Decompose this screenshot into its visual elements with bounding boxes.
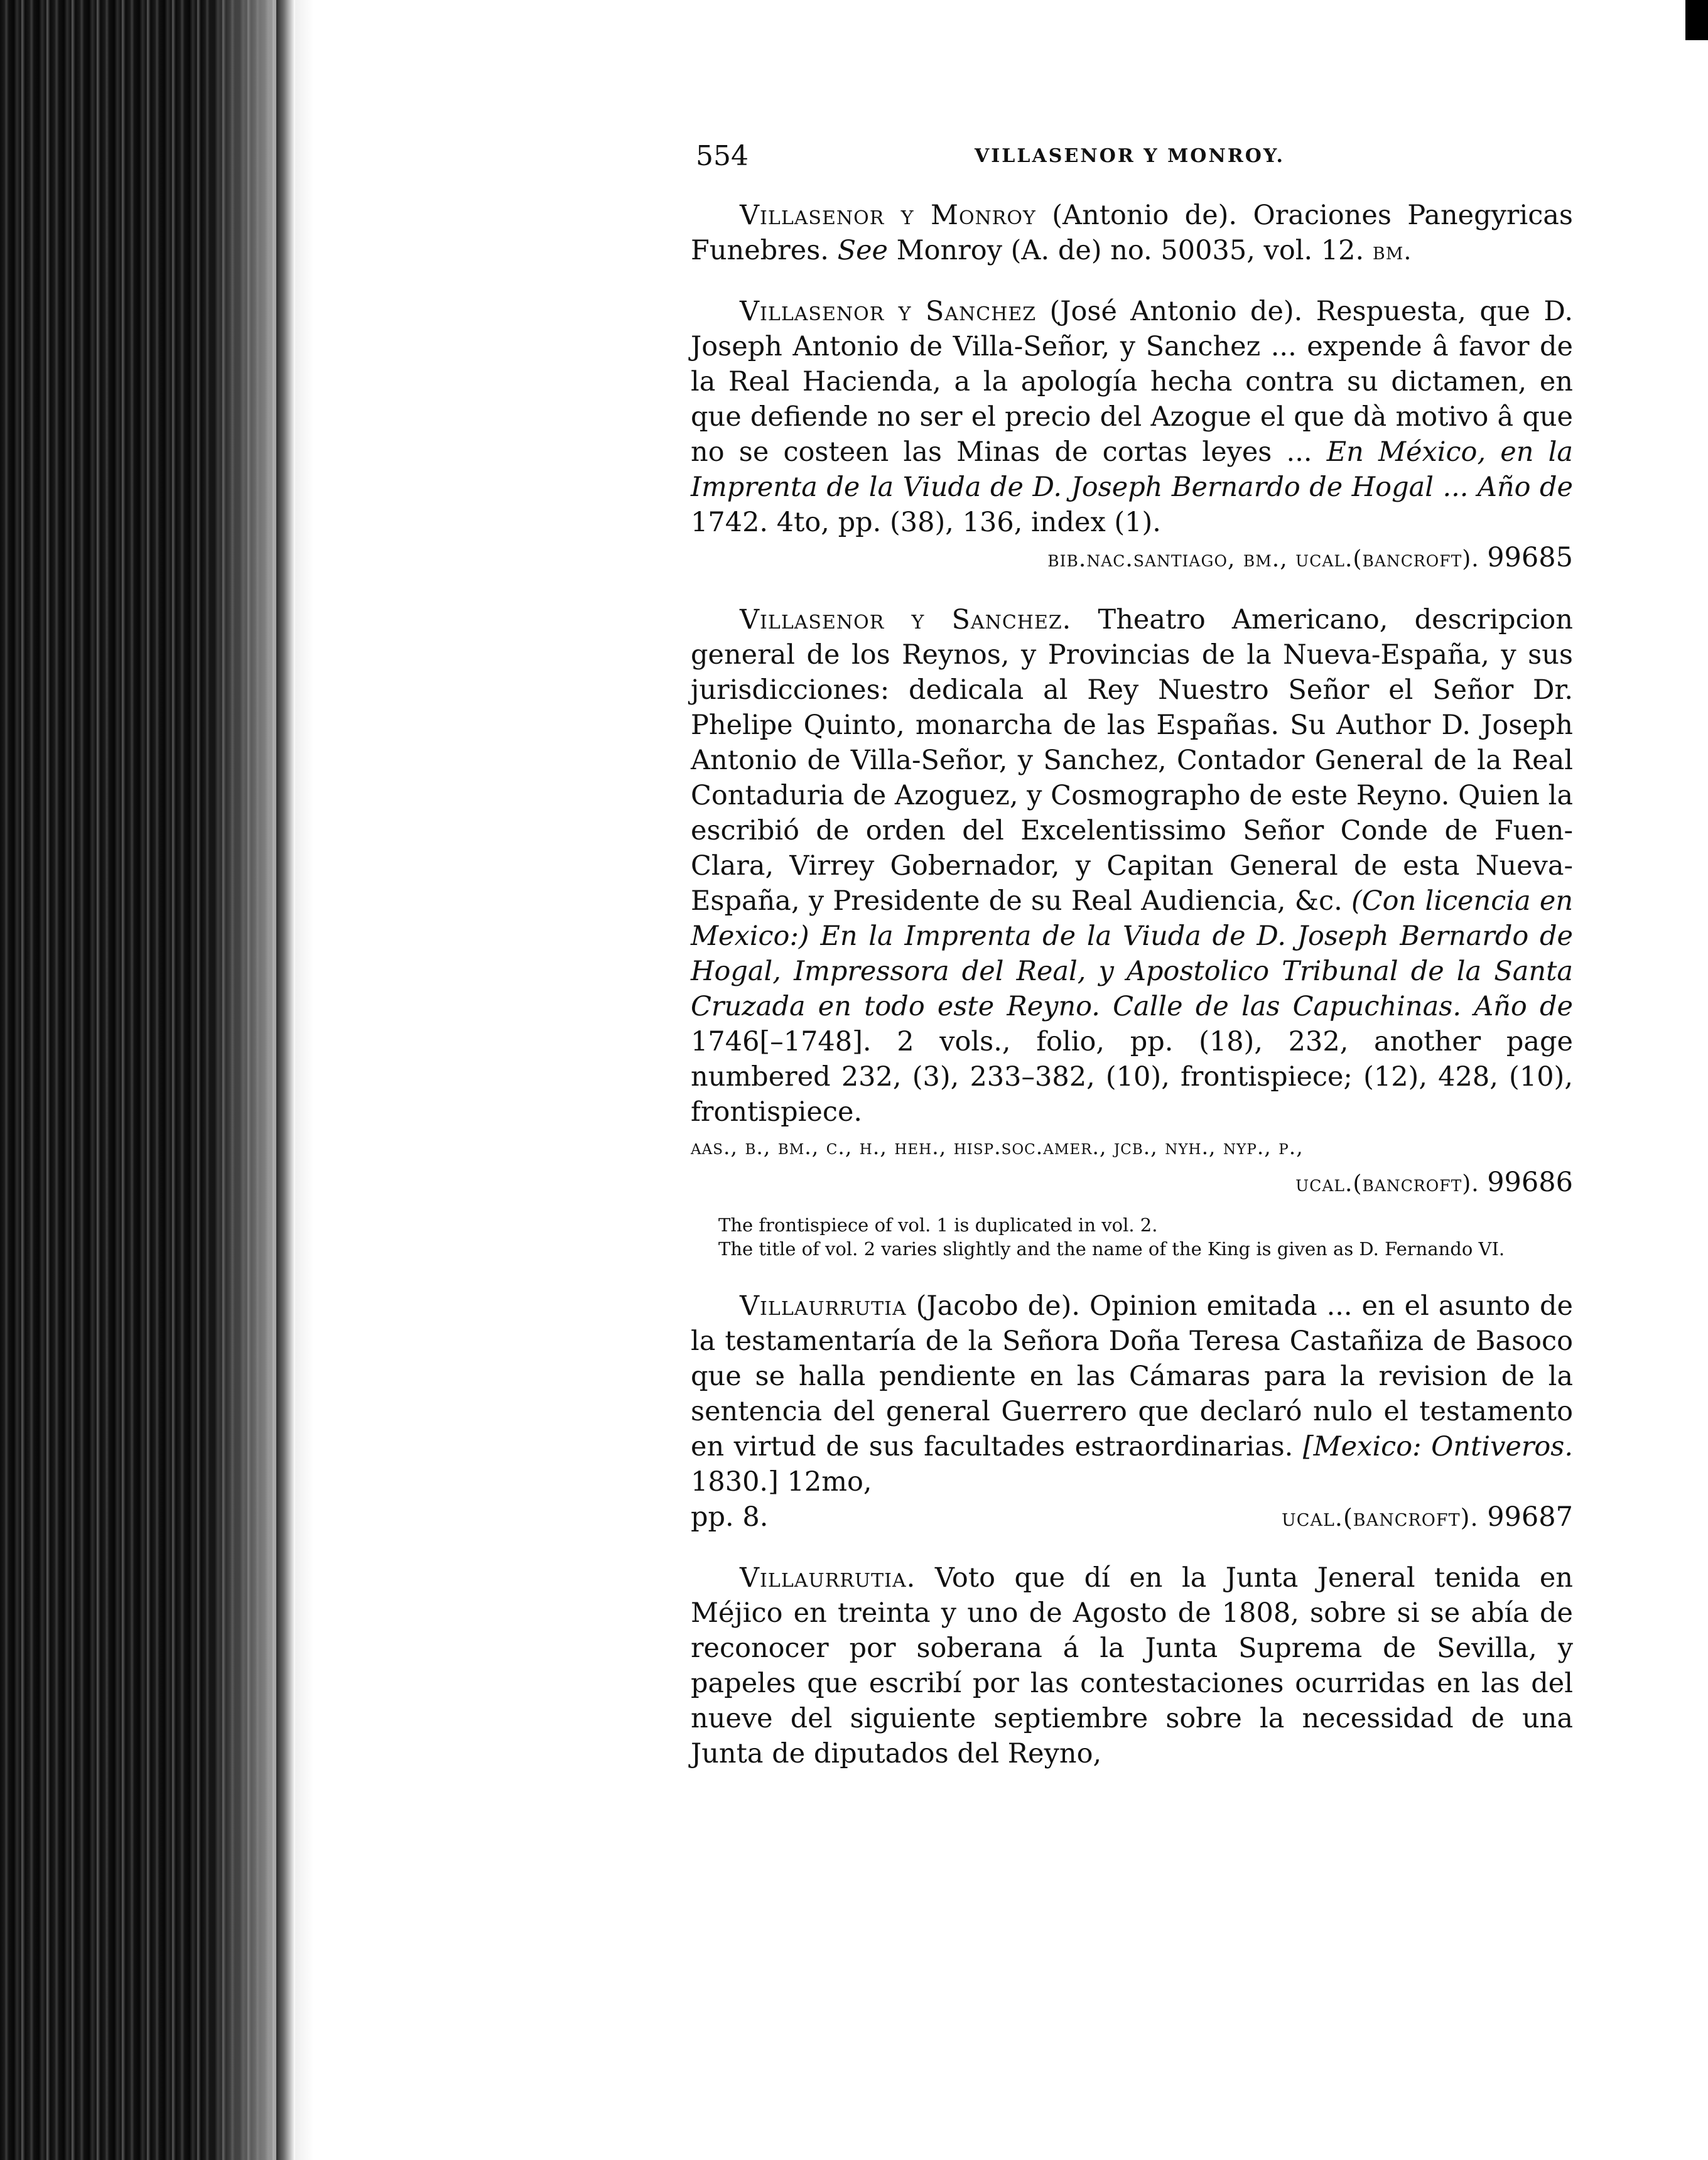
entry-text: (Jacobo de). Opinion emitada ... en el asunto de la testamentaría de la Señora Doña Teresa Castañiza de Basoco que se halla pendiente en las Cámaras para la revision de la sentencia del general Guerrero que declaró nulo el testamento en virtud de sus facultades estraordinarias. [691, 1290, 1573, 1462]
entry-heading: Villaurrutia [740, 1290, 907, 1322]
holdings-line [1282, 1499, 1573, 1535]
note: The frontispiece of vol. 1 is duplicated in vol. 2. [718, 1214, 1158, 1236]
entry-text: (Antonio de). Oraciones Panegyricas Funebres. [691, 200, 1573, 266]
scan-corner-mark [1685, 0, 1708, 40]
entry-villaurrutia-opinion [691, 1288, 1573, 1499]
entry-collation: 1830.] 12mo, [691, 1466, 872, 1498]
entry-villasenor-sanchez-respuesta [691, 294, 1573, 540]
page-edge [276, 0, 295, 2160]
holdings-line [691, 540, 1573, 577]
holding-libraries: ucal.(bancroft). [1282, 1504, 1479, 1531]
entry-text: (José Antonio de). Respuesta, que D. Joseph Antonio de Villa-Señor, y Sanchez ... expende â favor de la Real Hacienda, a la apología hecha contra su dictamen, en que defiende no ser el precio del Azogue el que dà motivo â que no se costeen las Minas de cortas leyes ... [691, 296, 1573, 468]
holding-libraries: ucal.(bancroft). [1295, 1171, 1479, 1197]
entry-text: Theatro Americano, descripcion general de los Reynos, y Provincias de la Nueva-España, y sus jurisdicciones: dedicala al Rey Nuestro Señor el Señor Dr. Phelipe Quinto, monarcha de las Españas. Su Author D. Joseph Antonio de Villa-Señor, y Sanchez, Contador General de la Real Contaduria de Azoguez, y Cosmographo de este Reyno. Quien la escribió de orden del Excelentissimo Señor Conde de Fuen-Clara, Virrey Gobernador, y Capitan General de esta Nueva-España, y Presidente de su Real Audiencia, &c. [691, 604, 1574, 917]
entry-heading: Villaurrutia. [740, 1562, 916, 1594]
holding-libraries: bib.nac.santiago, bm., ucal.(bancroft). [1047, 546, 1479, 572]
entry-last-line [691, 1499, 1573, 1535]
holding-libraries: aas., b., bm., c., h., heh., hisp.soc.amer., jcb., nyh., nyp., p., [691, 1135, 1304, 1159]
entry-collation: 1742. 4to, pp. (38), 136, index (1). [691, 507, 1161, 538]
entry-number: 99685 [1487, 542, 1573, 573]
entry-pages: pp. 8. [691, 1501, 769, 1533]
see-label: See [837, 235, 888, 266]
entry-heading: Villasenor y Sanchez. [740, 604, 1072, 635]
entry-villasenor-sanchez-theatro [691, 602, 1573, 1130]
page-number: 554 [696, 140, 749, 172]
note: The title of vol. 2 varies slightly and the name of the King is given as D. Fernando VI. [718, 1238, 1505, 1260]
entry-number: 99687 [1487, 1501, 1573, 1533]
holdings-line-2 [691, 1165, 1573, 1202]
page-header [691, 135, 1573, 179]
entry-imprint: En México, en la Imprenta de la Viuda de D. Joseph Bernardo de Hogal ... Año de [691, 436, 1573, 503]
entry-heading: Villasenor y Sanchez [740, 296, 1037, 327]
running-head: VILLASENOR Y MONROY. [975, 145, 1285, 167]
entry-imprint: (Con licencia en Mexico:) En la Imprenta de la Viuda de D. Joseph Bernardo de Hogal, Impressora del Real, y Apostolico Tribunal de la Santa Cruzada en todo este Reyno. Calle de las Capuchinas. Año de [691, 885, 1574, 1022]
book-page [691, 135, 1573, 1771]
entry-villasenor-monroy [691, 198, 1573, 269]
holding-library: bm. [1372, 237, 1412, 265]
entry-text: Voto que dí en la Junta Jeneral tenida en Méjico en treinta y uno de Agosto de 1808, sobre si se abía de reconocer por soberana á la Junta Suprema de Sevilla, y papeles que escribí por las contestaciones ocurridas en las del nueve del siguiente septiembre sobre la necessidad de una Junta de diputados del Reyno, [691, 1562, 1573, 1769]
entry-number: 99686 [1487, 1167, 1573, 1198]
entry-notes [691, 1213, 1573, 1261]
spine-shadow [207, 0, 314, 2160]
entry-heading: Villasenor y Monroy [740, 200, 1036, 231]
entry-imprint: [Mexico: Ontiveros. [1302, 1431, 1573, 1462]
holdings-line-1 [691, 1130, 1573, 1165]
entry-collation: 1746[–1748]. 2 vols., folio, pp. (18), 232, another page numbered 232, (3), 233–382, (10), frontispiece; (12), 428, (10), frontispiece. [691, 1026, 1573, 1128]
see-reference: Monroy (A. de) no. 50035, vol. 12. [896, 235, 1365, 266]
entry-villaurrutia-voto [691, 1560, 1573, 1771]
